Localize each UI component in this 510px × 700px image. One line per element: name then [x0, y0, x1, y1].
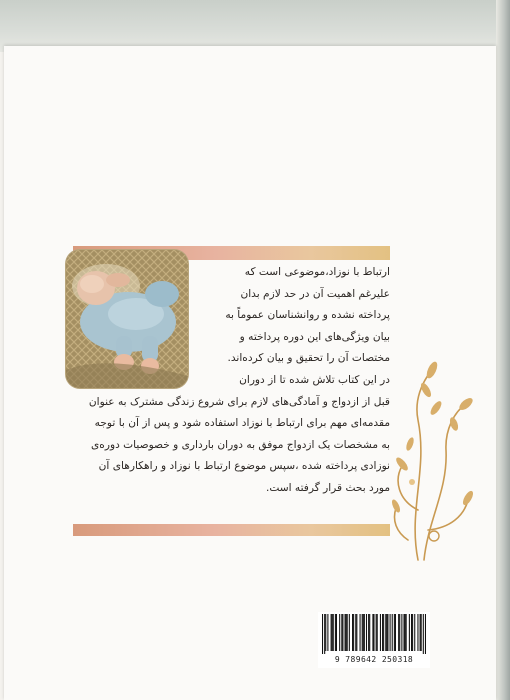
blurb-line: مختصات آن را تحقیق و بیان کرده‌اند.	[227, 352, 390, 365]
isbn-number: 9 789642 250318	[334, 655, 414, 664]
barcode-bar	[363, 614, 364, 651]
barcode-bar	[395, 614, 396, 651]
back-cover-description	[74, 262, 390, 500]
barcode-bar	[420, 614, 421, 651]
barcode-bar	[380, 614, 381, 651]
barcode-bar	[385, 614, 386, 651]
blurb-line: در این کتاب تلاش شده تا از دوران	[239, 373, 390, 386]
barcode-bar	[394, 614, 395, 651]
barcode-bar	[346, 614, 347, 651]
barcode-bar	[362, 614, 363, 651]
barcode-bar	[333, 614, 334, 651]
blurb-line: پرداخته نشده و روانشناسان عموماً به	[225, 309, 390, 322]
barcode-bar	[390, 614, 391, 651]
barcode-bar	[398, 614, 399, 651]
barcode-bar	[352, 614, 353, 651]
barcode-bar	[382, 614, 383, 651]
barcode-bar	[331, 614, 332, 651]
barcode-bar	[364, 614, 365, 651]
isbn-barcode	[318, 612, 430, 668]
barcode-bar	[403, 614, 404, 651]
scan-background-top	[0, 0, 510, 52]
barcode-bar	[399, 614, 400, 651]
barcode-bar	[386, 614, 387, 651]
blurb-line: قبل از ازدواج و آمادگی‌های لازم برای شروع زندگی مشترک به عنوان	[88, 395, 390, 408]
barcode-bar	[325, 614, 326, 651]
barcode-bar	[336, 614, 337, 651]
blurb-line: بیان ویژگی‌های این دوره پرداخته و	[239, 330, 390, 343]
floral-ornament-icon	[388, 360, 478, 565]
barcode-bar	[401, 614, 402, 651]
barcode-bar	[425, 614, 426, 654]
blurb-line: ارتباط با نوزاد،موضوعی است که	[244, 266, 390, 278]
barcode-bar	[369, 614, 370, 651]
bottom-accent-band	[73, 524, 390, 536]
barcode-bar	[423, 614, 424, 654]
blurb-line: مقدمه‌ای مهم برای ارتباط با نوزاد استفاده شود و پس از آن با توجه	[94, 417, 390, 430]
barcode-bar	[368, 614, 369, 651]
barcode-bar	[366, 614, 367, 651]
blurb-line: مورد بحث قرار گرفته است.	[265, 481, 390, 494]
barcode-bar	[339, 614, 340, 651]
barcode-bar	[332, 614, 333, 651]
barcode-bar	[347, 614, 348, 651]
barcode-bar	[372, 614, 373, 651]
barcode-bar	[327, 614, 328, 651]
barcode-bar	[406, 614, 407, 651]
barcode-bar	[409, 614, 410, 651]
barcode-bar	[341, 614, 342, 651]
blurb-line: به مشخصات یک ازدواج موفق به دوران بارداری و خصوصیات دوره‌ی	[91, 438, 390, 451]
barcode-bar	[324, 614, 325, 654]
barcode-bar	[322, 614, 323, 654]
barcode-bar	[376, 614, 377, 651]
barcode-bar	[349, 614, 350, 651]
barcode-bar	[377, 614, 378, 651]
scan-background-right	[496, 0, 510, 700]
blurb-line: علیرغم اهمیت آن در حد لازم بدان	[240, 287, 390, 300]
barcode-bar	[342, 614, 343, 651]
barcode-bar	[405, 614, 406, 651]
barcode-bar	[412, 614, 413, 651]
barcode-bar	[345, 614, 346, 651]
barcode-bar	[360, 614, 361, 651]
barcode-bar	[392, 614, 393, 651]
barcode-bar	[411, 614, 412, 651]
barcode-bars	[318, 612, 430, 654]
barcode-bar	[417, 614, 418, 651]
barcode-bar	[355, 614, 356, 651]
barcode-bar	[387, 614, 388, 651]
barcode-bar	[383, 614, 384, 651]
barcode-bar	[335, 614, 336, 651]
barcode-bar	[353, 614, 354, 651]
barcode-bar	[373, 614, 374, 651]
barcode-bar	[414, 614, 415, 651]
barcode-bar	[421, 614, 422, 651]
blurb-line: نوزادی پرداخته شده ،سپس موضوع ارتباط با نوزاد و راهکارهای آن	[98, 460, 390, 473]
barcode-bar	[356, 614, 357, 651]
